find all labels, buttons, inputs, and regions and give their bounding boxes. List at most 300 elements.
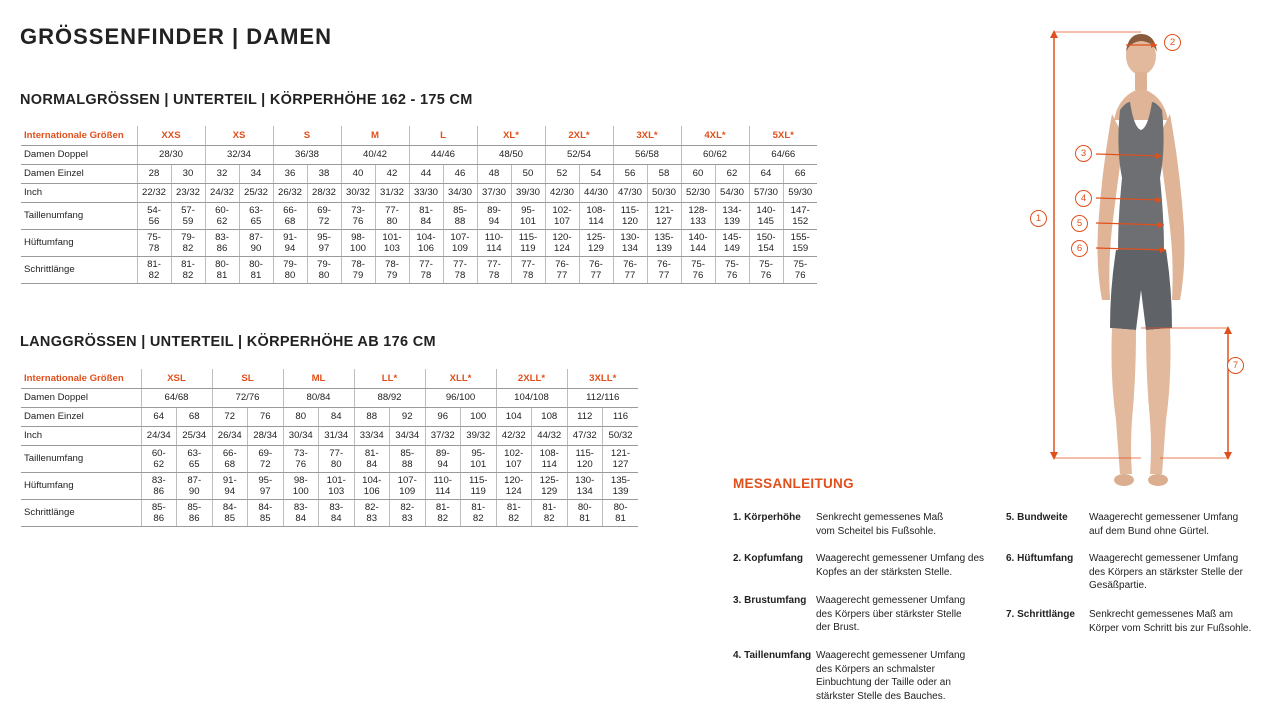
cell-line: 87- [187,474,202,486]
huefte-cell [390,472,426,499]
schritt-cell [681,256,715,283]
cell-line: 80- [577,501,592,513]
huefte-cell [177,472,213,499]
desc-line: vom Scheitel bis Fußsohle. [816,525,937,537]
huefte-cell [171,229,205,256]
cell-line: 84 [366,458,378,470]
cell-line: 81- [181,258,195,270]
inch-cell: 39/32 [461,426,497,445]
desc-line: stärkster Stelle des Bauches. [816,690,946,702]
cell-line: 114 [486,242,502,254]
cell-line: 106 [363,485,380,497]
schritt-cell [532,499,568,526]
cell-line: 80 [284,269,296,281]
doppel-cell: 60/62 [681,145,749,164]
taille-cell [496,445,532,472]
cell-line: 60- [151,447,166,459]
doppel-cell: 52/54 [545,145,613,164]
schritt-cell [783,256,817,283]
cell-line: 78- [385,258,399,270]
cell-line: 114 [588,215,604,227]
schritt-cell [341,256,375,283]
marker-3: 3 [1075,145,1092,162]
cell-line: 82 [182,269,194,281]
cell-line: 75- [147,231,161,243]
huefte-cell [681,229,715,256]
cell-line: 76 [760,269,772,281]
cell-line: 81- [364,447,379,459]
cell-line: 66- [222,447,237,459]
cell-line: 91- [283,231,297,243]
cell-line: 89- [435,447,450,459]
measure-term: 7. Schrittlänge [1006,609,1075,620]
taille-cell [177,445,213,472]
measure-desc [1089,511,1238,538]
size-header: ML [283,369,354,388]
schritt-cell [375,256,409,283]
row-label: Hüftumfang [21,472,141,499]
size-header: 5XL* [749,126,817,145]
row-label: Internationale Größen [21,369,141,388]
cell-line: 101- [382,231,402,243]
desc-line: Waagerecht gemessener Umfang des [816,553,985,564]
cell-line: 80 [386,215,398,227]
cell-line: 66- [283,204,297,216]
taille-cell [545,202,579,229]
cell-line: 79- [283,258,297,270]
huefte-cell [532,472,568,499]
taille-cell [613,202,647,229]
measure-desc [816,552,984,579]
desc-line: Kopfes an der stärksten Stelle. [816,566,953,578]
doppel-cell: 64/68 [141,388,212,407]
cell-line: 109 [451,242,468,254]
huefte-cell [283,472,319,499]
row-label: Damen Einzel [21,164,137,183]
doppel-cell: 28/30 [137,145,205,164]
cell-line: 98- [293,474,308,486]
cell-line: 82- [400,501,415,513]
cell-line: 78 [488,269,500,281]
measure-desc [1089,608,1251,635]
einzel-cell: 88 [354,407,390,426]
cell-line: 101 [470,458,487,470]
cell-line: 81 [579,512,591,524]
taille-cell [647,202,681,229]
cell-line: 103 [383,242,400,254]
cell-line: 77 [556,269,568,281]
cell-line: 145 [757,215,774,227]
huefte-cell [141,472,177,499]
doppel-cell: 32/34 [205,145,273,164]
taille-cell [307,202,341,229]
huefte-cell [375,229,409,256]
einzel-cell: 64 [749,164,783,183]
schritt-cell [248,499,284,526]
einzel-cell: 58 [647,164,681,183]
cell-line: 79- [317,258,331,270]
cell-line: 154 [757,242,774,254]
cell-line: 80- [613,501,628,513]
taille-cell [715,202,749,229]
inch-cell: 28/32 [307,183,341,202]
cell-line: 85 [224,512,236,524]
inch-cell: 44/30 [579,183,613,202]
taille-cell [137,202,171,229]
cell-line: 86 [153,512,165,524]
taille-cell [205,202,239,229]
doppel-cell: 104/108 [496,388,567,407]
row-label: Inch [21,426,141,445]
table-row [21,183,817,202]
einzel-cell: 62 [715,164,749,183]
doppel-cell: 88/92 [354,388,425,407]
schritt-cell [511,256,545,283]
inch-cell: 26/34 [212,426,248,445]
measure-desc [1089,552,1243,593]
cell-line: 78 [420,269,432,281]
cell-line: 81- [419,204,433,216]
einzel-cell: 54 [579,164,613,183]
schritt-cell [603,499,639,526]
cell-line: 108- [586,204,606,216]
table-row [21,229,817,256]
taille-cell [477,202,511,229]
inch-cell: 44/32 [532,426,568,445]
cell-line: 124 [553,242,570,254]
cell-line: 76 [295,458,307,470]
inch-cell: 47/30 [613,183,647,202]
cell-line: 119 [520,242,536,254]
cell-line: 76 [352,215,364,227]
cell-line: 81 [216,269,228,281]
desc-line: Waagerecht gemessener Umfang [816,650,966,661]
inch-cell: 52/30 [681,183,715,202]
cell-line: 63- [187,447,202,459]
schritt-cell [613,256,647,283]
cell-line: 106 [417,242,434,254]
schritt-cell [171,256,205,283]
cell-line: 82 [182,242,194,254]
cell-line: 81- [435,501,450,513]
size-header: XXS [137,126,205,145]
cell-line: 130- [575,474,595,486]
row-label: Inch [21,183,137,202]
cell-line: 107- [450,231,470,243]
schritt-cell [205,256,239,283]
huefte-cell [749,229,783,256]
cell-line: 120 [576,458,593,470]
cell-line: 82 [437,512,449,524]
cell-line: 84 [295,512,307,524]
cell-line: 145- [722,231,742,243]
inch-cell: 22/32 [137,183,171,202]
schritt-cell [141,499,177,526]
cell-line: 147- [790,204,810,216]
einzel-cell: 66 [783,164,817,183]
size-header: LL* [354,369,425,388]
doppel-cell: 44/46 [409,145,477,164]
desc-line: Einbuchtung der Taille oder an [816,677,951,688]
cell-line: 75- [793,258,808,270]
inch-cell: 50/30 [647,183,681,202]
cell-line: 76- [623,258,637,270]
einzel-cell: 84 [319,407,355,426]
table-row [21,407,638,426]
cell-line: 83- [151,474,166,486]
cell-line: 97 [259,485,271,497]
cell-line: 79 [352,269,364,281]
cell-line: 134- [722,204,742,216]
doppel-cell: 72/76 [212,388,283,407]
cell-line: 79- [181,231,195,243]
normal-section-title: NORMALGRÖSSEN | UNTERTEIL | KÖRPERHÖHE 162 - 175 CM [20,92,473,108]
measure-term: 5. Bundweite [1006,512,1068,523]
taille-cell [171,202,205,229]
doppel-cell: 56/58 [613,145,681,164]
cell-line: 75- [725,258,739,270]
einzel-cell: 72 [212,407,248,426]
cell-line: 76- [589,258,603,270]
cell-line: 78 [522,269,534,281]
cell-line: 85- [453,204,467,216]
cell-line: 54- [147,204,161,216]
cell-line: 73- [351,204,365,216]
inch-cell: 37/30 [477,183,511,202]
taille-cell [341,202,375,229]
measure-term: 3. Brustumfang [733,595,807,606]
marker-4: 4 [1075,190,1092,207]
taille-cell [141,445,177,472]
inch-cell: 33/30 [409,183,443,202]
taille-cell [603,445,639,472]
huefte-cell [248,472,284,499]
doppel-cell: 96/100 [425,388,496,407]
taille-cell [425,445,461,472]
taille-cell [567,445,603,472]
einzel-cell: 48 [477,164,511,183]
inch-cell: 25/34 [177,426,213,445]
size-header: 3XL* [613,126,681,145]
cell-line: 77- [385,204,399,216]
cell-line: 94 [224,485,236,497]
cell-line: 135- [654,231,674,243]
inch-cell: 26/32 [273,183,307,202]
huefte-cell [461,472,497,499]
cell-line: 94 [284,242,296,254]
schritt-cell [212,499,248,526]
schritt-cell [354,499,390,526]
cell-line: 84 [330,512,342,524]
einzel-cell: 104 [496,407,532,426]
desc-line: Körper vom Schritt bis zur Fußsohle. [1089,622,1252,634]
cell-line: 129 [541,485,558,497]
taille-cell [212,445,248,472]
cell-line: 133 [689,215,706,227]
table-row [21,472,638,499]
marker-5: 5 [1071,215,1088,232]
cell-line: 59 [182,215,194,227]
body-silhouette [1040,28,1252,500]
cell-line: 85- [187,501,202,513]
schritt-cell [390,499,426,526]
taille-cell [532,445,568,472]
einzel-cell: 28 [137,164,171,183]
huefte-cell [137,229,171,256]
cell-line: 88 [401,458,413,470]
cell-line: 121- [654,204,674,216]
cell-line: 127 [655,215,672,227]
huefte-cell [273,229,307,256]
taille-cell [681,202,715,229]
marker-2: 2 [1164,34,1181,51]
measure-desc [816,511,943,538]
table-row [21,256,817,283]
table-row [21,126,817,145]
desc-line: auf dem Bund ohne Gürtel. [1089,525,1210,537]
inch-cell: 31/34 [319,426,355,445]
cell-line: 95- [521,204,535,216]
inch-cell: 30/34 [283,426,319,445]
taille-cell [461,445,497,472]
cell-line: 104- [416,231,436,243]
inch-cell: 34/34 [390,426,426,445]
doppel-cell: 36/38 [273,145,341,164]
cell-line: 86 [216,242,228,254]
cell-line: 76- [657,258,671,270]
row-label: Internationale Größen [21,126,137,145]
cell-line: 90 [188,485,200,497]
cell-line: 75- [759,258,773,270]
cell-line: 139 [612,485,629,497]
cell-line: 77- [329,447,344,459]
cell-line: 77 [624,269,636,281]
einzel-cell: 96 [425,407,461,426]
huefte-cell [647,229,681,256]
size-header: XL* [477,126,545,145]
inch-cell: 31/32 [375,183,409,202]
cell-line: 80- [249,258,263,270]
cell-line: 85- [400,447,415,459]
huefte-cell [613,229,647,256]
measure-term: 1. Körperhöhe [733,512,801,523]
cell-line: 86 [153,485,165,497]
cell-line: 119 [470,485,486,497]
cell-line: 81- [506,501,521,513]
desc-line: Senkrecht gemessenes Maß am [1089,609,1233,620]
cell-line: 83- [329,501,344,513]
size-header: XLL* [425,369,496,388]
cell-line: 78 [454,269,466,281]
cell-line: 100 [292,485,309,497]
cell-line: 81 [615,512,626,524]
schritt-cell [283,499,319,526]
cell-line: 139 [723,215,740,227]
einzel-cell: 80 [283,407,319,426]
inch-cell: 33/34 [354,426,390,445]
taille-cell [248,445,284,472]
cell-line: 88 [454,215,466,227]
cell-line: 83 [366,512,378,524]
desc-line: des Körpers an schmalster [816,663,935,675]
einzel-cell: 46 [443,164,477,183]
cell-line: 121- [610,447,631,459]
table-row [21,445,638,472]
cell-line: 101- [326,474,346,486]
schritt-cell [239,256,273,283]
cell-line: 84- [222,501,237,513]
size-header: XS [205,126,273,145]
cell-line: 102- [504,447,524,459]
table-row [21,499,638,526]
inch-cell: 42/32 [496,426,532,445]
cell-line: 150- [756,231,776,243]
cell-line: 107 [505,458,522,470]
table-row [21,426,638,445]
cell-line: 159 [792,242,809,254]
huefte-cell [341,229,375,256]
cell-line: 76 [692,269,704,281]
cell-line: 77- [487,258,501,270]
einzel-cell: 36 [273,164,307,183]
schritt-cell [137,256,171,283]
size-header: 3XLL* [567,369,638,388]
cell-line: 65 [188,458,200,470]
schritt-cell [307,256,341,283]
cell-line: 76 [726,269,738,281]
einzel-cell: 64 [141,407,177,426]
inch-cell: 34/30 [443,183,477,202]
huefte-cell [603,472,639,499]
cell-line: 90 [250,242,262,254]
desc-line: der Brust. [816,622,860,633]
cell-line: 128- [688,204,708,216]
einzel-cell: 32 [205,164,239,183]
row-label: Schrittlänge [21,256,137,283]
huefte-cell [354,472,390,499]
cell-line: 120- [552,231,572,243]
schritt-cell [579,256,613,283]
schritt-cell [319,499,355,526]
cell-line: 78 [148,242,160,254]
huefte-cell [477,229,511,256]
size-header: SL [212,369,283,388]
size-header: XSL [141,369,212,388]
einzel-cell: 116 [603,407,639,426]
inch-cell: 28/34 [248,426,284,445]
doppel-cell: 80/84 [283,388,354,407]
cell-line: 97 [318,242,330,254]
cell-line: 140- [756,204,776,216]
row-label: Schrittlänge [21,499,141,526]
schritt-cell [409,256,443,283]
row-label: Taillenumfang [21,202,137,229]
cell-line: 77 [658,269,670,281]
cell-line: 110- [433,474,452,486]
size-header: 2XLL* [496,369,567,388]
einzel-cell: 100 [461,407,497,426]
cell-line: 127 [612,458,629,470]
einzel-cell: 40 [341,164,375,183]
inch-cell: 24/34 [141,426,177,445]
taille-cell [375,202,409,229]
taille-cell [443,202,477,229]
taille-cell [749,202,783,229]
lang-size-table [21,369,638,527]
schritt-cell [425,499,461,526]
cell-line: 82 [148,269,160,281]
cell-line: 84- [258,501,273,513]
